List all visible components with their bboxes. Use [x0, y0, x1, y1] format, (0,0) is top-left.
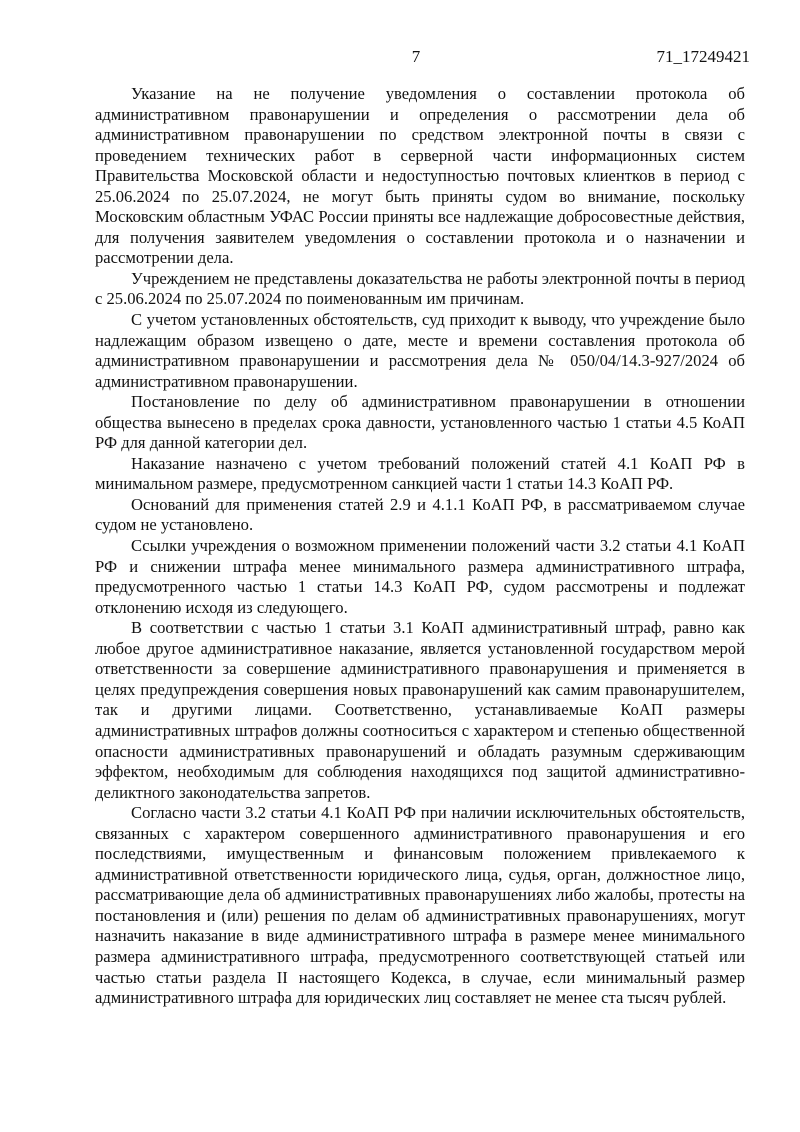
paragraph-court-conclusion: С учетом установленных обстоятельств, суд приходит к выводу, что учреждение было надлежащим образом извещено о дате, месте и времени составления протокола об административном правонарушении и рассмотрения дела № 050/04/14.3-927/2024 об административном правонарушении.: [95, 310, 745, 391]
paragraph-no-evidence: Учреждением не представлены доказательства не работы электронной почты в период с 25.06.2024 по 25.07.2024 по поименованным им причинам.: [95, 268, 745, 309]
paragraph-notification-claim: Указание на не получение уведомления о составлении протокола об административном правонарушении и определения о рассмотрении дела об административном правонарушении по средством электронной почты в связи с проведением технических работ в серверной части информационных систем Правительства Московской области и недоступностью почтовых клиентков в период с 25.06.2024 по 25.07.2024, не могут быть приняты судом во внимание, поскольку Московским областным УФАС России приняты все надлежащие добросовестные действия, для получения заявителем уведомления о составлении протокола и о назначении и рассмотрении дела.: [95, 84, 745, 268]
paragraph-exceptional-circumstances: Согласно части 3.2 статьи 4.1 КоАП РФ при наличии исключительных обстоятельств, связанных с характером совершенного административного правонарушения и его последствиями, имущественным и финансовым положением привлекаемого к административной ответственности юридического лица, судья, орган, должностное лицо, рассматривающие дела об административных правонарушениях либо жалобы, протесты на постановления и (или) решения по делам об административных правонарушениях, могут назначить наказание в виде административного штрафа в размере менее минимального размера административного штрафа, предусмотренного соответствующей статьей или частью статьи раздела II настоящего Кодекса, в случае, если минимальный размер административного штрафа для юридических лиц составляет не менее ста тысяч рублей.: [95, 803, 745, 1008]
paragraph-fine-purpose: В соответствии с частью 1 статьи 3.1 КоАП административный штраф, равно как любое другое административное наказание, является установленной государством мерой ответственности за совершение административного правонарушения и применяется в целях предупреждения совершения новых правонарушений как самим правонарушителем, так и другими лицами. Соответственно, устанавливаемые КоАП размеры административных штрафов должны соотноситься с характером и степенью общественной опасности административных правонарушений и обладать разумным сдерживающим эффектом, необходимым для соблюдения находящихся под защитой административно-деликтного законодательства запретов.: [95, 618, 745, 802]
document-body: [95, 84, 745, 1009]
page-number: 7: [411, 47, 421, 66]
document-id: 71_17249421: [656, 47, 750, 66]
paragraph-reduction-request: Ссылки учреждения о возможном применении положений части 3.2 статьи 4.1 КоАП РФ и снижении штрафа менее минимального размера административного штрафа, предусмотренного частью 1 статьи 14.3 КоАП РФ, судом рассмотрены и подлежат отклонению исходя из следующего.: [95, 536, 745, 617]
paragraph-no-grounds: Оснований для применения статей 2.9 и 4.1.1 КоАП РФ, в рассматриваемом случае судом не установлено.: [95, 494, 745, 535]
paragraph-limitation-period: Постановление по делу об административном правонарушении в отношении общества вынесено в пределах срока давности, установленного частью 1 статьи 4.5 КоАП РФ для данной категории дел.: [95, 392, 745, 453]
paragraph-penalty-minimum: Наказание назначено с учетом требований положений статей 4.1 КоАП РФ в минимальном размере, предусмотренном санкцией части 1 статьи 14.3 КоАП РФ.: [95, 453, 745, 494]
